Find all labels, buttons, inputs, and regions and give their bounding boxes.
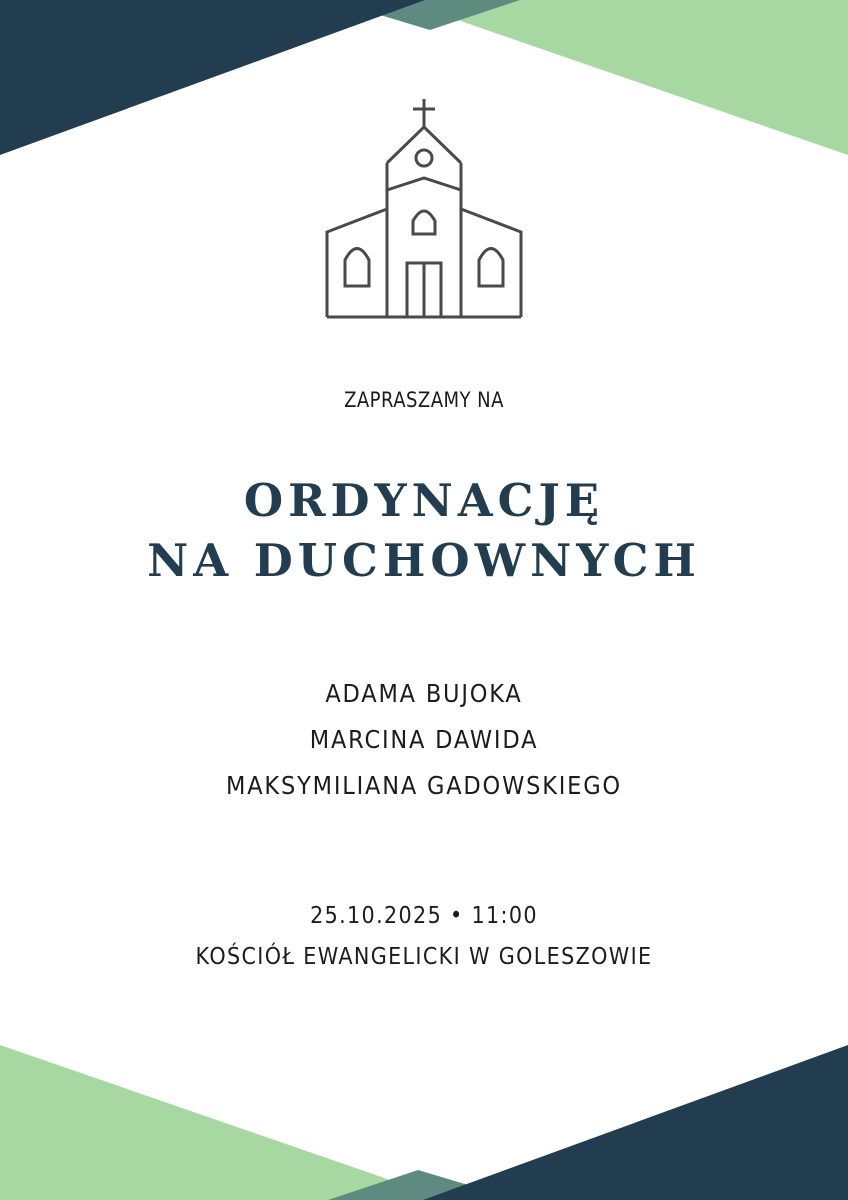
bottom-decoration (0, 1040, 848, 1200)
ordinand-name: MARCINA DAWIDA (309, 725, 539, 754)
title-line-1: ORDYNACJĘ (243, 474, 605, 527)
church-icon (324, 97, 524, 321)
bottom-navy-shape (423, 1045, 848, 1200)
invitation-intro: ZAPRASZAMY NA (344, 388, 504, 412)
ordinand-name: ADAMA BUJOKA (325, 679, 523, 708)
ordinand-name: MAKSYMILIANA GADOWSKIEGO (226, 771, 622, 800)
title-line-2: NA DUCHOWNYCH (147, 534, 701, 587)
event-date-time: 25.10.2025 • 11:00 (310, 903, 538, 929)
bottom-green-shape (0, 1045, 448, 1200)
event-venue: KOŚCIÓŁ EWANGELICKI W GOLESZOWIE (195, 944, 653, 970)
